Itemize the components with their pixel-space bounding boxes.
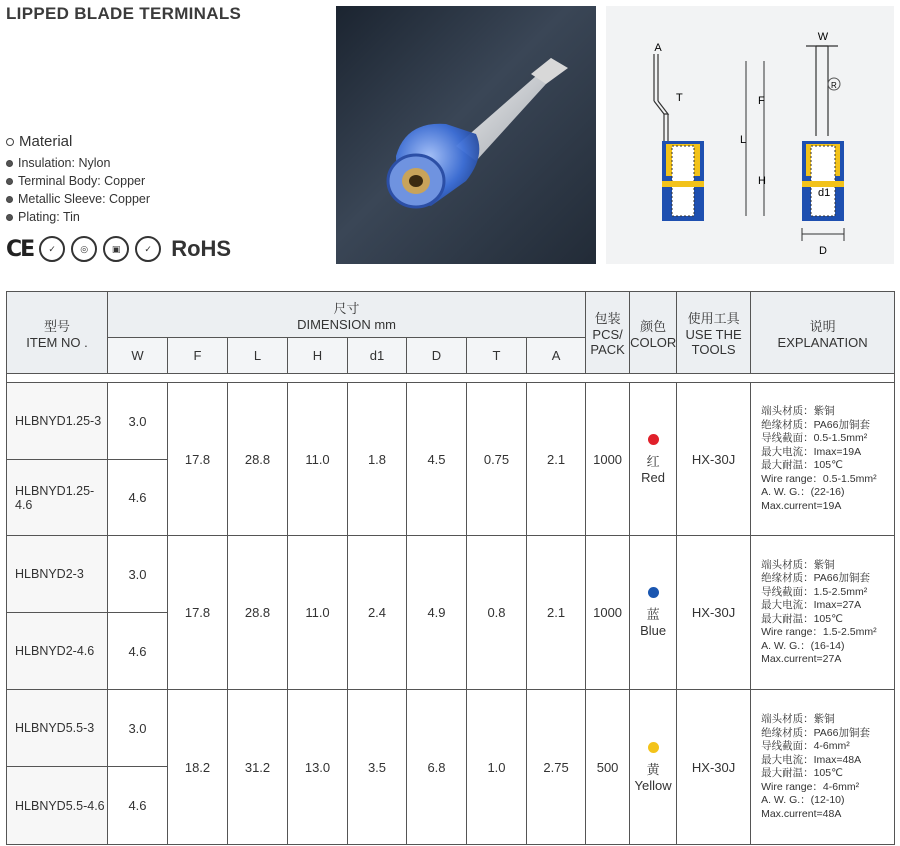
material-item: Metallic Sleeve: Copper [6,190,150,208]
dim-f-value: 17.8 [168,383,228,536]
material-heading: Material [6,133,150,151]
item-no: HLBNYD5.5-4.6 [7,767,108,845]
dim-w-value: 3.0 [108,536,168,613]
tool-value: HX-30J [677,383,751,536]
bullet-icon [6,196,13,203]
dim-label-d: D [819,245,827,257]
product-photo [336,6,596,264]
page-title: LIPPED BLADE TERMINALS [6,4,242,23]
rohs-logo: RoHS [171,236,232,261]
bullet-icon [6,160,13,167]
check-cert-icon: ✓ [39,236,65,262]
dim-label-h: H [758,175,766,187]
dim-d1-value: 2.4 [348,536,407,690]
dim-a-value: 2.75 [527,690,586,845]
header-dim-d1: d1 [348,338,407,374]
header-dim-a: A [527,338,586,374]
color-cell: 黄 Yellow [630,690,677,845]
dim-l-value: 28.8 [228,383,288,536]
dim-t-value: 1.0 [467,690,527,845]
bullet-icon [6,214,13,221]
dim-d1-value: 1.8 [348,383,407,536]
sgs-cert-icon: ✓ [135,236,161,262]
header-color: 颜色 COLOR [630,292,677,374]
quality-cert-icon: ◎ [71,236,97,262]
ce-mark-icon: CE [6,236,34,262]
item-no: HLBNYD2-4.6 [7,613,108,690]
explanation-cell: 端头材质：紫铜 绝缘材质：PA66加铜套 导线截面：4-6mm² 最大电流：Imax=48A 最大耐温：105℃ Wire range：4-6mm² A. W. G.：(12-10) Max.current=48A [751,690,895,845]
tool-value: HX-30J [677,690,751,845]
dim-a-value: 2.1 [527,536,586,690]
item-no: HLBNYD1.25-3 [7,383,108,460]
technical-drawing [606,6,894,264]
header-dim-w: W [108,338,168,374]
dim-d-value: 6.8 [407,690,467,845]
table-row [7,536,895,613]
dim-label-w: W [817,31,829,43]
dim-label-d1: d1 [818,187,831,199]
header-dim-t: T [467,338,527,374]
spec-table [6,291,895,845]
terminal-photo-illustration [336,6,596,264]
item-no: HLBNYD2-3 [7,536,108,613]
certification-logos [6,236,231,262]
dim-d-value: 4.5 [407,383,467,536]
explanation-cell: 端头材质：紫铜 绝缘材质：PA66加铜套 导线截面：0.5-1.5mm² 最大电流：Imax=19A 最大耐温：105℃ Wire range：0.5-1.5mm² A. W. G.：(22-16) Max.current=19A [751,383,895,536]
dim-t-value: 0.8 [467,536,527,690]
dim-f-value: 18.2 [168,690,228,845]
dim-h-value: 11.0 [288,383,348,536]
material-item: Plating: Tin [6,208,150,226]
dim-a-value: 2.1 [527,383,586,536]
dim-w-value: 4.6 [108,460,168,536]
dim-label-l: L [740,134,747,146]
item-no: HLBNYD1.25-4.6 [7,460,108,536]
dim-label-a: A [654,42,662,54]
registered-mark: R [831,81,837,90]
header-explanation: 说明 EXPLANATION [751,292,895,374]
header-tools: 使用工具 USE THE TOOLS [677,292,751,374]
color-swatch-icon [648,434,659,445]
explanation-cell: 端头材质：紫铜 绝缘材质：PA66加铜套 导线截面：1.5-2.5mm² 最大电流：Imax=27A 最大耐温：105℃ Wire range：1.5-2.5mm² A. W. G.：(16-14) Max.current=27A [751,536,895,690]
pack-value: 500 [586,690,630,845]
color-swatch-icon [648,742,659,753]
table-row [7,690,895,767]
header-dim-f: F [168,338,228,374]
iso-cert-icon: ▣ [103,236,129,262]
dim-l-value: 28.8 [228,536,288,690]
dim-label-f: F [758,95,765,107]
table-row [7,383,895,460]
dim-w-value: 4.6 [108,613,168,690]
header-dimension: 尺寸 DIMENSION mm [108,292,586,338]
material-item: Terminal Body: Copper [6,172,150,190]
header-item-no: 型号 ITEM NO . [7,292,108,374]
header-dim-d: D [407,338,467,374]
dim-f-value: 17.8 [168,536,228,690]
dim-l-value: 31.2 [228,690,288,845]
dim-w-value: 3.0 [108,383,168,460]
bullet-icon [6,178,13,185]
header-dim-l: L [228,338,288,374]
dim-t-value: 0.75 [467,383,527,536]
dim-label-t: T [676,92,683,104]
item-no: HLBNYD5.5-3 [7,690,108,767]
dim-d1-value: 3.5 [348,690,407,845]
color-swatch-icon [648,587,659,598]
pack-value: 1000 [586,536,630,690]
tool-value: HX-30J [677,536,751,690]
header-pack: 包装 PCS/ PACK [586,292,630,374]
dimension-diagram [606,6,894,264]
dim-w-value: 4.6 [108,767,168,845]
pack-value: 1000 [586,383,630,536]
material-list [6,133,150,226]
dim-w-value: 3.0 [108,690,168,767]
bullet-icon [6,138,14,146]
material-item: Insulation: Nylon [6,154,150,172]
header-dim-h: H [288,338,348,374]
dim-h-value: 11.0 [288,536,348,690]
dim-d-value: 4.9 [407,536,467,690]
color-cell: 红 Red [630,383,677,536]
color-cell: 蓝 Blue [630,536,677,690]
dim-h-value: 13.0 [288,690,348,845]
